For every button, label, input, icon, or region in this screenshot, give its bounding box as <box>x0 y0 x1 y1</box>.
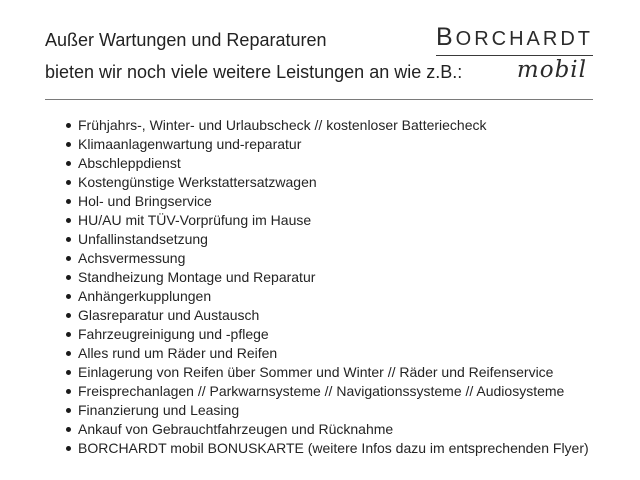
list-item-label: Anhängerkupplungen <box>78 288 212 304</box>
bullet-icon <box>66 313 71 318</box>
header-line-1: Außer Wartungen und Reparaturen <box>45 30 327 50</box>
list-item-label: Freisprechanlagen // Parkwarnsysteme // Navigationssysteme // Audiosysteme <box>78 383 565 399</box>
borchardt-mobil-logo <box>435 23 593 83</box>
list-item-label: Klimaanlagenwartung und-reparatur <box>78 136 302 152</box>
bullet-icon <box>66 427 71 432</box>
logo-wordmark-rest: ORCHARDT <box>455 28 593 50</box>
list-item-label: Abschleppdienst <box>78 155 181 171</box>
bullet-icon <box>66 294 71 299</box>
list-item-label: Fahrzeugreinigung und -pflege <box>78 326 269 342</box>
bullet-icon <box>66 389 71 394</box>
list-item-label: Achsvermessung <box>78 250 186 266</box>
list-item-label: Ankauf von Gebrauchtfahrzeugen und Rücknahme <box>78 421 394 437</box>
header-line-2: bieten wir noch viele weitere Leistungen an wie z.B.: <box>45 62 463 82</box>
list-item <box>66 211 620 230</box>
list-item-label: Alles rund um Räder und Reifen <box>78 345 278 361</box>
logo-script-subtitle: mobil <box>516 57 587 83</box>
services-list <box>66 116 620 458</box>
bullet-icon <box>66 256 71 261</box>
list-item-label: Kostengünstige Werkstattersatzwagen <box>78 174 317 190</box>
list-item <box>66 420 620 439</box>
list-item <box>66 363 620 382</box>
logo-wordmark-initial: B <box>435 23 456 51</box>
list-item-label: Standheizung Montage und Reparatur <box>78 269 316 285</box>
list-item <box>66 344 620 363</box>
list-item <box>66 192 620 211</box>
list-item <box>66 135 620 154</box>
list-item <box>66 173 620 192</box>
list-item-label: Glasreparatur und Austausch <box>78 307 260 323</box>
list-item <box>66 268 620 287</box>
bullet-icon <box>66 332 71 337</box>
list-item-label: Frühjahrs-, Winter- und Urlaubscheck // kostenloser Batteriecheck <box>78 117 487 133</box>
header-intro <box>45 24 462 88</box>
list-item <box>66 230 620 249</box>
list-item-label: Finanzierung und Leasing <box>78 402 240 418</box>
list-item <box>66 116 620 135</box>
bullet-icon <box>66 180 71 185</box>
bullet-icon <box>66 142 71 147</box>
list-item <box>66 439 620 458</box>
bullet-icon <box>66 408 71 413</box>
list-item-label: BORCHARDT mobil BONUSKARTE (weitere Infos dazu im entsprechenden Flyer) <box>78 440 589 456</box>
list-item-label: Einlagerung von Reifen über Sommer und Winter // Räder und Reifenservice <box>78 364 554 380</box>
bullet-icon <box>66 218 71 223</box>
bullet-icon <box>66 199 71 204</box>
list-item <box>66 325 620 344</box>
bullet-icon <box>66 237 71 242</box>
bullet-icon <box>66 351 71 356</box>
list-item <box>66 154 620 173</box>
bullet-icon <box>66 446 71 451</box>
logo-wordmark <box>435 23 593 56</box>
bullet-icon <box>66 123 71 128</box>
list-item-label: Hol- und Bringservice <box>78 193 212 209</box>
header-divider <box>45 99 593 100</box>
list-item <box>66 287 620 306</box>
list-item-label: HU/AU mit TÜV-Vorprüfung im Hause <box>78 212 312 228</box>
list-item <box>66 401 620 420</box>
list-item <box>66 382 620 401</box>
bullet-icon <box>66 275 71 280</box>
bullet-icon <box>66 370 71 375</box>
list-item-label: Unfallinstandsetzung <box>78 231 208 247</box>
bullet-icon <box>66 161 71 166</box>
list-item <box>66 306 620 325</box>
list-item <box>66 249 620 268</box>
